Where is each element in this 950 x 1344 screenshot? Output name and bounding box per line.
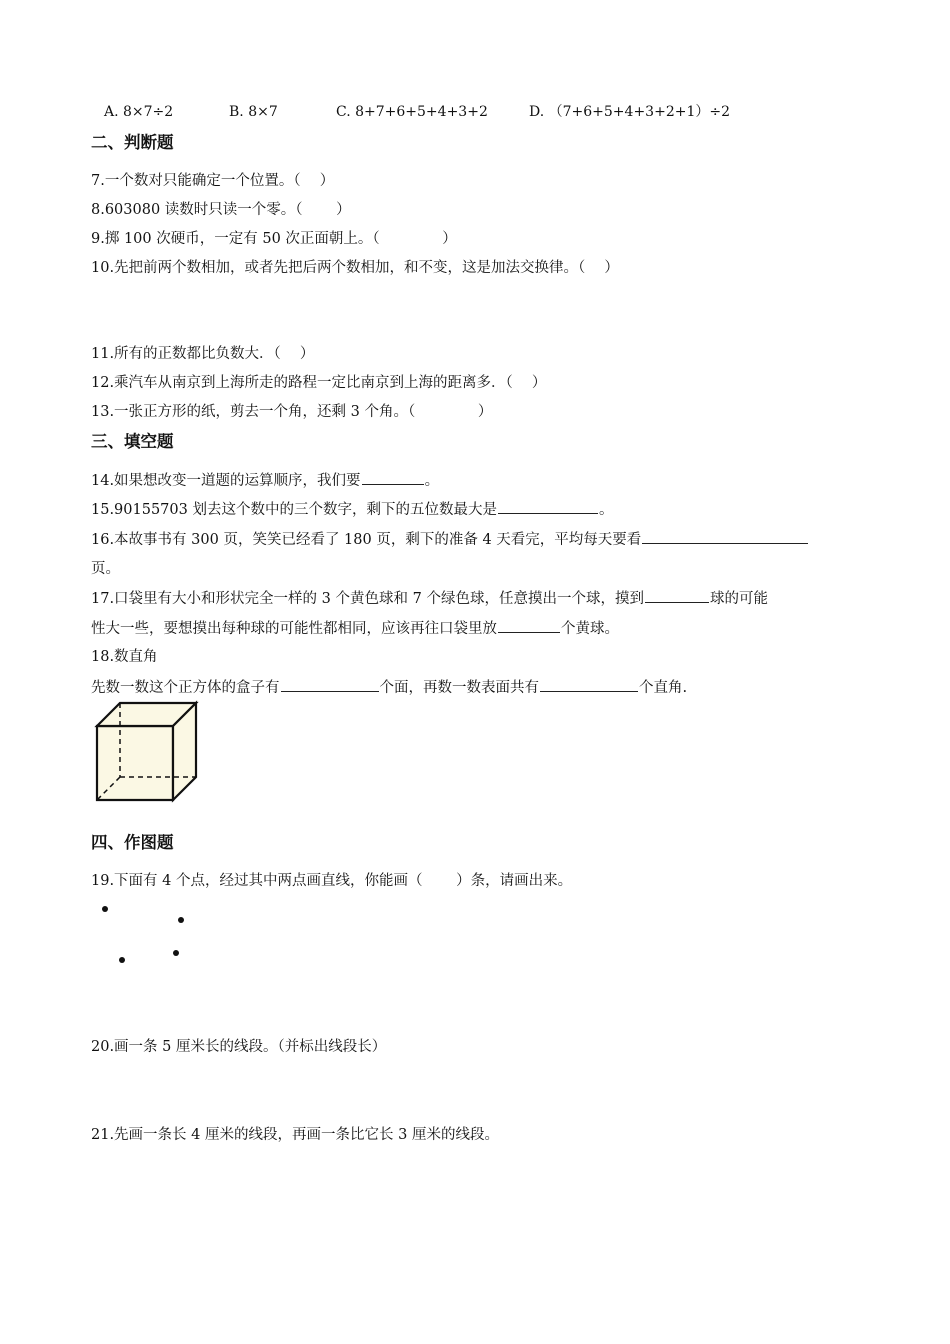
question-15 (91, 499, 613, 520)
question-18 (91, 677, 687, 698)
point (102, 906, 108, 912)
point (119, 957, 125, 963)
question-17-text: 17.口袋里有大小和形状完全一样的 3 个黄色球和 7 个绿色球，任意摸出一个球，摸到 (91, 591, 644, 607)
answer-blank[interactable] (498, 499, 598, 514)
question-19: 19.下面有 4 个点，经过其中两点画直线，你能画（ ）条，请画出来。 (91, 873, 573, 889)
question-18-title: 18.数直角 (91, 649, 158, 665)
question-11: 11.所有的正数都比负数大．（ ） (91, 346, 315, 362)
point (178, 917, 184, 923)
answer-blank[interactable] (281, 677, 379, 692)
option-a: A. 8×7÷2 (104, 104, 174, 120)
option-b: B. 8×7 (229, 104, 278, 120)
question-9: 9.掷 100 次硬币，一定有 50 次正面朝上。（ ） (91, 231, 457, 247)
option-c: C. 8+7+6+5+4+3+2 (336, 104, 488, 120)
question-14-end: 。 (424, 473, 440, 489)
section-title-drawing: 四、作图题 (91, 833, 174, 852)
option-d: D. （7+6+5+4+3+2+1）÷2 (529, 104, 730, 120)
answer-blank[interactable] (540, 677, 638, 692)
question-18-text-2: 个面，再数一数表面共有 (379, 680, 539, 696)
question-16-cont: 页。 (91, 561, 120, 577)
question-17-text-2: 球的可能 (709, 591, 768, 607)
question-16 (91, 529, 809, 550)
question-18-text-3: 个直角. (639, 680, 688, 696)
question-14 (91, 470, 439, 491)
question-14-text: 14.如果想改变一道题的运算顺序，我们要 (91, 473, 361, 489)
question-17 (91, 588, 768, 609)
answer-blank[interactable] (645, 588, 709, 603)
question-17-text-3: 性大一些，要想摸出每种球的可能性都相同，应该再往口袋里放 (91, 621, 497, 637)
question-12: 12.乘汽车从南京到上海所走的路程一定比南京到上海的距离多．（ ） (91, 375, 547, 391)
point (173, 950, 179, 956)
answer-blank[interactable] (498, 618, 560, 633)
question-7: 7.一个数对只能确定一个位置。（ ） (91, 173, 335, 189)
answer-blank[interactable] (362, 470, 424, 485)
question-16-text: 16.本故事书有 300 页，笑笑已经看了 180 页，剩下的准备 4 天看完，平均每天要看 (91, 532, 642, 548)
answer-blank[interactable] (642, 529, 808, 544)
question-15-text: 15.90155703 划去这个数中的三个数字，剩下的五位数最大是 (91, 502, 497, 518)
question-17-text-4: 个黄球。 (561, 621, 619, 637)
question-17-cont (91, 618, 619, 639)
question-18-text: 先数一数这个正方体的盒子有 (91, 680, 280, 696)
question-21: 21.先画一条长 4 厘米的线段，再画一条比它长 3 厘米的线段。 (91, 1127, 499, 1143)
question-20: 20.画一条 5 厘米长的线段。（并标出线段长） (91, 1039, 387, 1055)
question-8: 8.603080 读数时只读一个零。（ ） (91, 202, 351, 218)
cube-figure (92, 700, 200, 804)
question-15-end: 。 (598, 502, 614, 518)
four-points-figure (95, 898, 195, 968)
question-10: 10.先把前两个数相加，或者先把后两个数相加，和不变，这是加法交换律。（ ） (91, 260, 619, 276)
question-13: 13.一张正方形的纸，剪去一个角，还剩 3 个角。（ ） (91, 404, 493, 420)
section-title-fill-blank: 三、填空题 (91, 432, 174, 451)
section-title-judgment: 二、判断题 (91, 133, 174, 152)
